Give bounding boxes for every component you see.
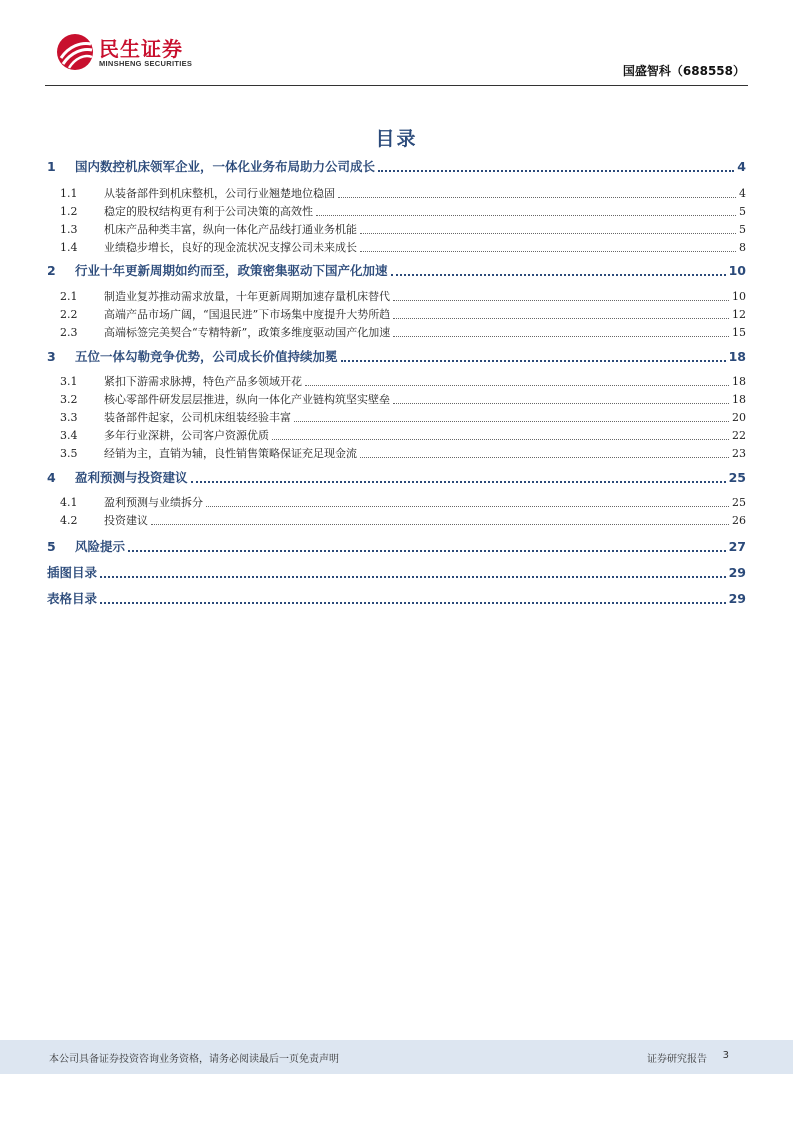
toc-title: 目录 xyxy=(375,128,418,150)
logo-chinese-name: 民生证券 xyxy=(99,37,183,61)
header-divider xyxy=(45,85,748,86)
toc-entry-section[interactable] xyxy=(47,445,746,461)
toc-dot-leader xyxy=(128,550,726,552)
toc-dot-leader xyxy=(100,576,726,578)
toc-entry-page: 15 xyxy=(732,326,746,339)
toc-entry-section[interactable] xyxy=(47,512,746,528)
company-ticker: 国盛智科（688558） xyxy=(622,64,745,78)
toc-entry-section[interactable] xyxy=(47,324,746,340)
toc-entry-title: 业绩稳步增长，良好的现金流状况支撑公司未来成长 xyxy=(104,241,357,254)
toc-entry-chapter[interactable] xyxy=(47,563,746,581)
page-header xyxy=(0,0,793,88)
toc-entry-number: 3 xyxy=(47,349,56,364)
toc-entry-section[interactable] xyxy=(47,221,746,237)
toc-dot-leader xyxy=(305,385,729,386)
toc-dot-leader xyxy=(191,481,726,483)
toc-entry-page: 25 xyxy=(728,470,746,485)
toc-entry-page: 26 xyxy=(732,514,746,527)
toc-entry-page: 20 xyxy=(732,411,746,424)
minsheng-logo-icon xyxy=(55,32,95,72)
toc-entry-page: 23 xyxy=(732,447,746,460)
toc-entry-section[interactable] xyxy=(47,391,746,407)
toc-entry-title: 多年行业深耕，公司客户资源优质 xyxy=(104,429,269,442)
toc-entry-page: 18 xyxy=(732,393,746,406)
toc-dot-leader xyxy=(100,602,726,604)
toc-entry-page: 5 xyxy=(739,223,746,236)
toc-entry-number: 1.4 xyxy=(60,241,78,254)
toc-entry-section[interactable] xyxy=(47,239,746,255)
toc-entry-page: 4 xyxy=(739,187,746,200)
toc-entry-number: 1.3 xyxy=(60,223,78,236)
toc-entry-title: 风险提示 xyxy=(75,539,126,554)
toc-entry-title: 机床产品种类丰富，纵向一体化产品线打通业务机能 xyxy=(104,223,357,236)
toc-entry-section[interactable] xyxy=(47,409,746,425)
toc-entry-page: 27 xyxy=(728,539,746,554)
toc-entry-chapter[interactable] xyxy=(47,468,746,486)
toc-entry-section[interactable] xyxy=(47,203,746,219)
toc-entry-number: 2.3 xyxy=(60,326,78,339)
toc-entry-page: 29 xyxy=(728,565,746,580)
toc-entry-section[interactable] xyxy=(47,427,746,443)
toc-entry-number: 2 xyxy=(47,263,56,278)
toc-entry-title: 表格目录 xyxy=(47,591,98,606)
toc-entry-number: 2.2 xyxy=(60,308,78,321)
toc-entry-chapter[interactable] xyxy=(47,261,746,279)
toc-dot-leader xyxy=(151,524,729,525)
toc-entry-number: 4.1 xyxy=(60,496,78,509)
toc-entry-title: 制造业复苏推动需求放量，十年更新周期加速存量机床替代 xyxy=(104,290,390,303)
toc-entry-number: 4.2 xyxy=(60,514,78,527)
toc-entry-number: 1.2 xyxy=(60,205,78,218)
toc-entry-title: 插图目录 xyxy=(47,565,98,580)
toc-dot-leader xyxy=(206,506,729,507)
logo-english-name: MINSHENG SECURITIES xyxy=(99,59,193,68)
toc-dot-leader xyxy=(391,274,726,276)
toc-entry-title: 装备部件起家，公司机床组装经验丰富 xyxy=(104,411,291,424)
toc-entry-page: 25 xyxy=(732,496,746,509)
toc-entry-number: 3.1 xyxy=(60,375,78,388)
toc-entry-page: 12 xyxy=(732,308,746,321)
toc-entry-section[interactable] xyxy=(47,373,746,389)
toc-entry-chapter[interactable] xyxy=(47,589,746,607)
toc-entry-number: 1.1 xyxy=(60,187,78,200)
toc-entry-page: 10 xyxy=(728,263,746,278)
toc-dot-leader xyxy=(294,421,729,422)
toc-entry-page: 8 xyxy=(739,241,746,254)
toc-dot-leader xyxy=(393,300,729,301)
toc-entry-number: 2.1 xyxy=(60,290,78,303)
toc-entry-page: 18 xyxy=(728,349,746,364)
toc-dot-leader xyxy=(393,403,729,404)
toc-entry-page: 10 xyxy=(732,290,746,303)
toc-entry-number: 1 xyxy=(47,159,56,174)
toc-entry-section[interactable] xyxy=(47,288,746,304)
toc-entry-title: 盈利预测与投资建议 xyxy=(75,470,188,485)
toc-entry-title: 国内数控机床领军企业，一体化业务布局助力公司成长 xyxy=(75,159,376,174)
toc-entry-title: 投资建议 xyxy=(104,514,148,527)
toc-dot-leader xyxy=(338,197,736,198)
toc-dot-leader xyxy=(341,360,726,362)
toc-entry-number: 3.2 xyxy=(60,393,78,406)
toc-entry-page: 18 xyxy=(732,375,746,388)
toc-entry-number: 3.4 xyxy=(60,429,78,442)
toc-entry-chapter[interactable] xyxy=(47,157,746,175)
toc-entry-section[interactable] xyxy=(47,185,746,201)
toc-entry-page: 22 xyxy=(732,429,746,442)
toc-dot-leader xyxy=(378,170,734,172)
page-footer xyxy=(0,1040,793,1074)
toc-dot-leader xyxy=(272,439,729,440)
toc-entry-title: 紧扣下游需求脉搏，特色产品多领域开花 xyxy=(104,375,302,388)
toc-dot-leader xyxy=(360,457,729,458)
toc-entry-title: 从装备部件到机床整机，公司行业翘楚地位稳固 xyxy=(104,187,335,200)
toc-entry-title: 盈利预测与业绩拆分 xyxy=(104,496,203,509)
toc-dot-leader xyxy=(393,318,729,319)
toc-entry-chapter[interactable] xyxy=(47,347,746,365)
toc-entry-chapter[interactable] xyxy=(47,537,746,555)
toc-entry-title: 行业十年更新周期如约而至，政策密集驱动下国产化加速 xyxy=(75,263,388,278)
minsheng-logo xyxy=(55,32,205,72)
toc-entry-title: 经销为主，直销为辅，良性销售策略保证充足现金流 xyxy=(104,447,357,460)
toc-entry-number: 3.3 xyxy=(60,411,78,424)
footer-report-type: 证券研究报告 xyxy=(647,1054,707,1065)
footer-page-number: 3 xyxy=(722,1050,729,1061)
toc-dot-leader xyxy=(360,233,736,234)
toc-entry-title: 稳定的股权结构更有利于公司决策的高效性 xyxy=(104,205,313,218)
toc-entry-section[interactable] xyxy=(47,306,746,322)
toc-entry-page: 29 xyxy=(728,591,746,606)
toc-dot-leader xyxy=(360,251,736,252)
toc-entry-number: 5 xyxy=(47,539,56,554)
toc-entry-title: 高端标签完美契合“专精特新”，政策多维度驱动国产化加速 xyxy=(104,326,391,339)
toc-entry-number: 3.5 xyxy=(60,447,78,460)
toc-entry-title: 核心零部件研发层层推进，纵向一体化产业链构筑坚实壁垒 xyxy=(104,393,390,406)
toc-entry-title: 五位一体勾勒竞争优势，公司成长价值持续加冕 xyxy=(75,349,338,364)
footer-disclaimer: 本公司具备证券投资咨询业务资格，请务必阅读最后一页免责声明 xyxy=(49,1054,339,1065)
toc-entry-page: 4 xyxy=(737,159,746,174)
toc-entry-number: 4 xyxy=(47,470,56,485)
toc-entry-section[interactable] xyxy=(47,494,746,510)
toc-entry-page: 5 xyxy=(739,205,746,218)
toc-dot-leader xyxy=(316,215,736,216)
toc-entry-title: 高端产品市场广阔，“国退民进”下市场集中度提升大势所趋 xyxy=(104,308,391,321)
toc-dot-leader xyxy=(393,336,729,337)
